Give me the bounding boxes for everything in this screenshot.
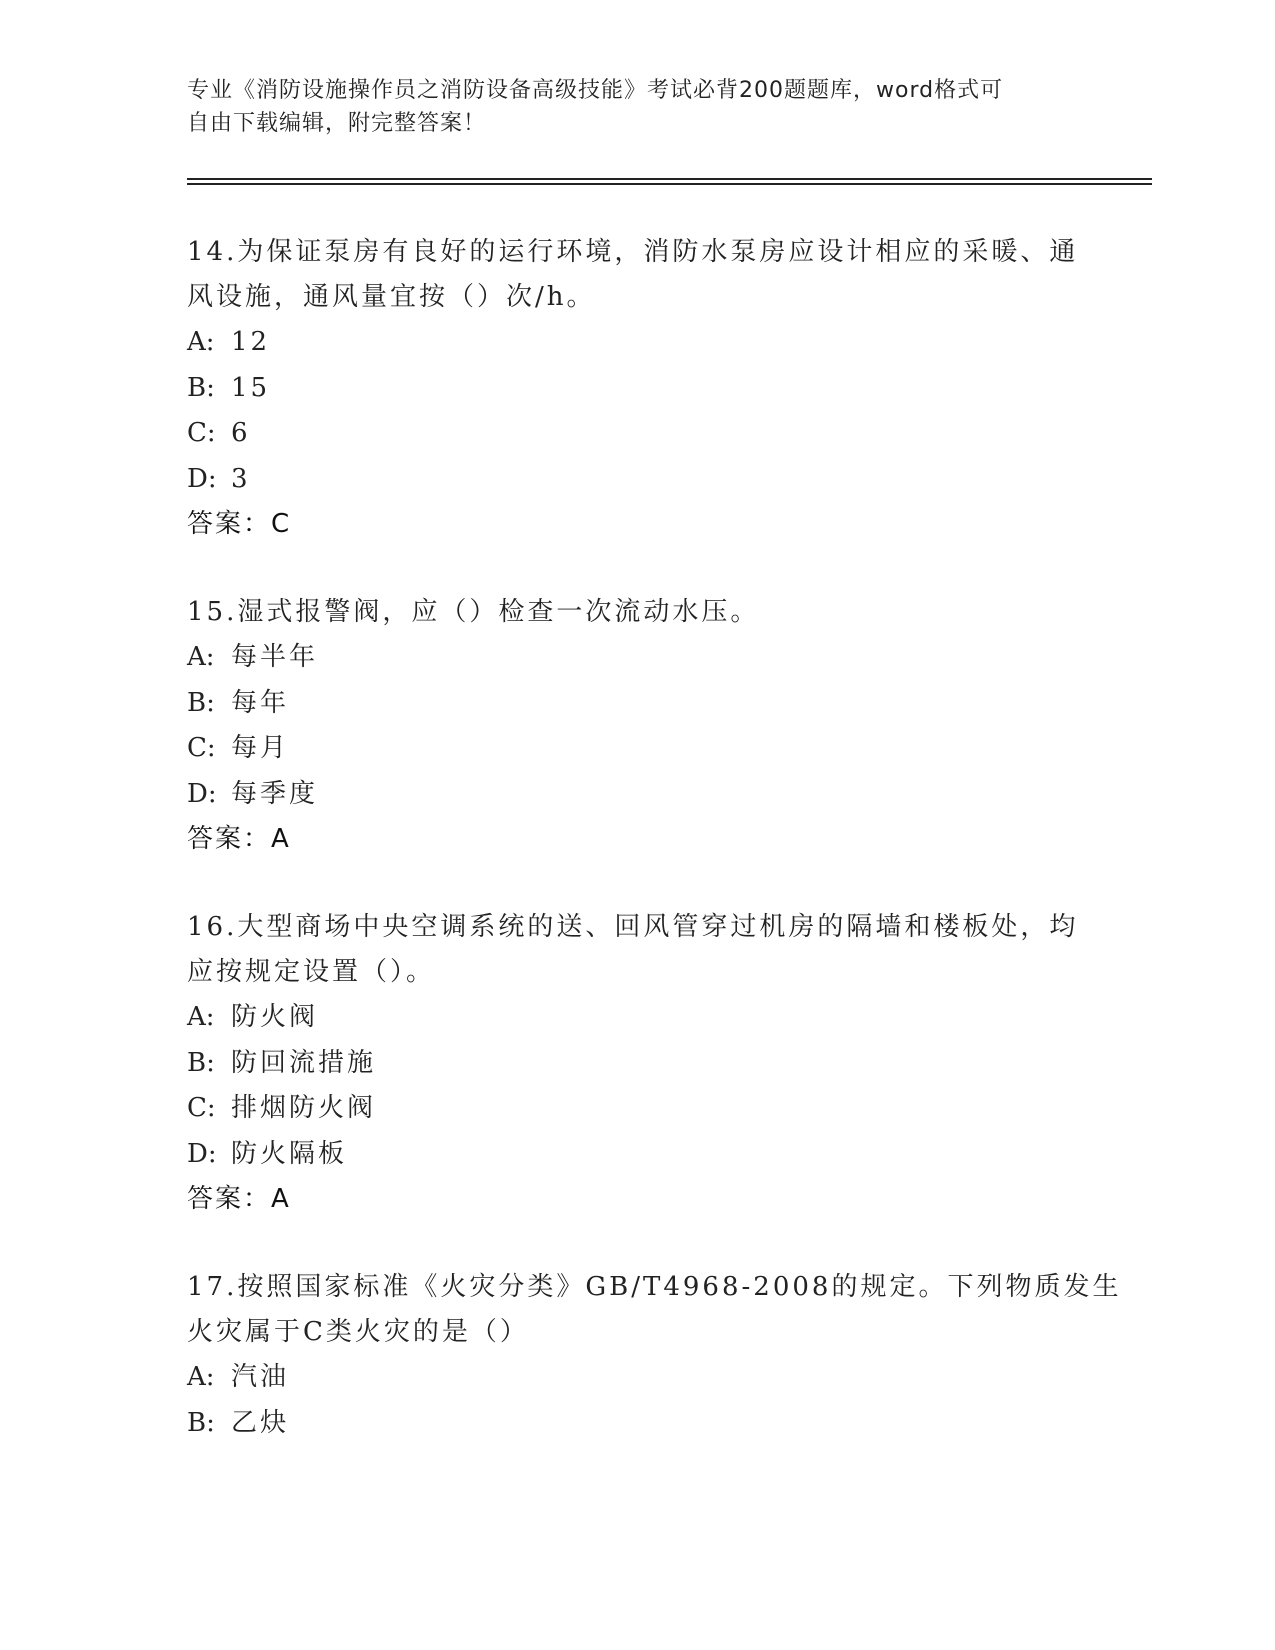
question-text: 应按规定设置（）。 (187, 957, 436, 987)
option-text: 汽油 (231, 1362, 290, 1392)
option-key: C: (187, 733, 216, 763)
question-text: 火灾属于C类火灾的是（） (187, 1317, 529, 1347)
option-key: D: (187, 1138, 217, 1169)
option-text: 6 (231, 418, 251, 448)
option-key: A: (187, 642, 215, 672)
option-text: 防火阀 (231, 1002, 319, 1032)
question-15 (187, 590, 1087, 862)
header-line-2: 自由下载编辑，附完整答案！ (187, 111, 487, 136)
option-key: A: (187, 1362, 215, 1392)
option-d (187, 772, 1087, 818)
option-text: 乙炔 (231, 1407, 290, 1438)
option-key: B: (187, 687, 215, 718)
option-key: C: (187, 418, 216, 448)
option-c (187, 726, 1087, 772)
option-b (187, 1401, 1087, 1447)
answer: 答案：A (187, 824, 291, 854)
question-text: 风设施，通风量宜按（）次/h。 (187, 282, 596, 312)
option-text: 12 (231, 327, 271, 357)
option-text: 15 (231, 372, 271, 403)
option-key: D: (187, 463, 217, 494)
option-a (187, 635, 1087, 681)
option-d (187, 457, 1087, 503)
option-key: C: (187, 1093, 216, 1123)
option-key: B: (187, 1047, 215, 1078)
question-text: 16.大型商场中央空调系统的送、回风管穿过机房的隔墙和楼板处，均 (187, 912, 1079, 942)
option-text: 排烟防火阀 (231, 1093, 377, 1123)
option-key: A: (187, 1002, 215, 1032)
option-text: 每年 (231, 687, 290, 718)
answer: 答案：C (187, 509, 292, 539)
option-key: A: (187, 327, 215, 357)
answer: 答案：A (187, 1184, 291, 1214)
option-text: 防火隔板 (231, 1138, 348, 1169)
option-a (187, 1355, 1087, 1401)
question-text: 15.湿式报警阀，应（）检查一次流动水压。 (187, 597, 760, 627)
option-b (187, 366, 1087, 412)
option-text: 3 (231, 463, 251, 494)
option-text: 防回流措施 (231, 1047, 377, 1078)
option-key: B: (187, 1407, 215, 1438)
question-text: 14.为保证泵房有良好的运行环境，消防水泵房应设计相应的采暖、通 (187, 237, 1079, 267)
question-14 (187, 230, 1087, 547)
option-text: 每半年 (231, 642, 319, 672)
option-c (187, 1086, 1087, 1132)
option-text: 每月 (231, 733, 290, 763)
option-b (187, 681, 1087, 727)
option-a (187, 995, 1087, 1041)
option-b (187, 1041, 1087, 1087)
question-17 (187, 1265, 1122, 1446)
header-divider-bottom (187, 183, 1152, 185)
question-text: 17.按照国家标准《火灾分类》GB/T4968-2008的规定。下列物质发生 (187, 1272, 1122, 1302)
document-header (187, 74, 1087, 140)
header-divider-top (187, 178, 1152, 180)
option-key: B: (187, 372, 215, 403)
option-d (187, 1132, 1087, 1178)
option-key: D: (187, 778, 217, 809)
header-line-1: 专业《消防设施操作员之消防设备高级技能》考试必背200题题库，word格式可 (187, 78, 1004, 103)
option-c (187, 411, 1087, 457)
option-text: 每季度 (231, 778, 319, 809)
option-a (187, 320, 1087, 366)
question-16 (187, 905, 1087, 1222)
